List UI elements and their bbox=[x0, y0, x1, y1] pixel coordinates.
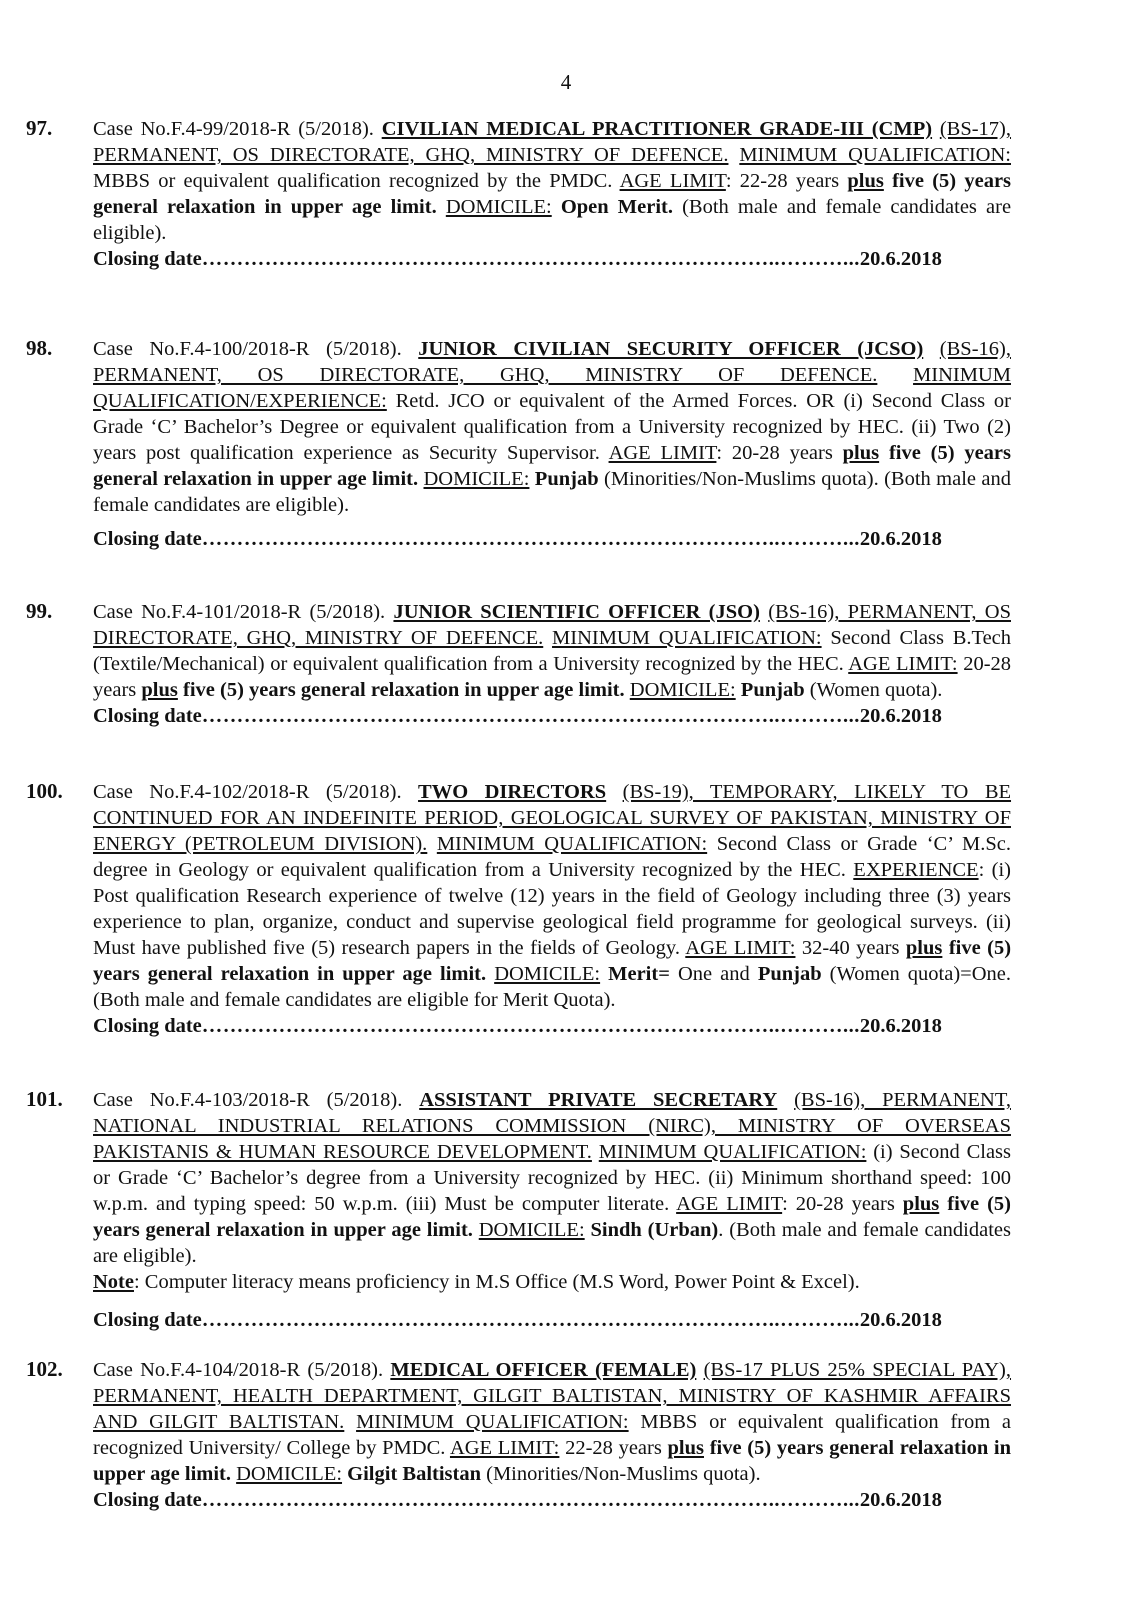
post-title: MEDICAL OFFICER (FEMALE) bbox=[390, 1359, 697, 1381]
case-number: Case No.F.4-99/2018-R (5/2018). bbox=[93, 118, 374, 140]
case-number: Case No.F.4-102/2018-R (5/2018). bbox=[93, 781, 402, 803]
advertisement-entry bbox=[26, 116, 1026, 272]
closing-date: 20.6.2018 bbox=[859, 1489, 942, 1511]
domicile-text: (Minorities/Non-Muslims quota). bbox=[486, 1463, 761, 1485]
age-limit-text: : 20-28 years bbox=[782, 1193, 895, 1215]
entry-number: 98. bbox=[26, 336, 53, 360]
plus-text: plus bbox=[667, 1437, 704, 1459]
entry-number: 99. bbox=[26, 599, 53, 623]
plus-text: plus bbox=[141, 679, 178, 701]
domicile-value: Punjab bbox=[534, 468, 599, 490]
closing-date-line bbox=[93, 1487, 1026, 1513]
post-details: (BS-17 PLUS 25% SPECIAL PAY), PERMANENT, HEALTH DEPARTMENT, GILGIT BALTISTAN, MINISTRY OF KASHMIR AFFAIRS AND GILGIT BALTISTAN. bbox=[93, 1359, 1012, 1433]
domicile-value-second: Punjab bbox=[757, 963, 822, 985]
entry-body bbox=[93, 599, 1011, 703]
entry-body bbox=[93, 116, 1011, 246]
advertisement-entry bbox=[26, 779, 1026, 1039]
relaxation-text: five (5) years general relaxation in upper age limit. bbox=[93, 1437, 1011, 1485]
case-number: Case No.F.4-104/2018-R (5/2018). bbox=[93, 1359, 384, 1381]
post-details: (BS-16), PERMANENT, OS DIRECTORATE, GHQ, MINISTRY OF DEFENCE. bbox=[93, 601, 1011, 649]
qualification-text: MBBS or equivalent qualification recognized by the PMDC. bbox=[93, 170, 613, 192]
case-number: Case No.F.4-100/2018-R (5/2018). bbox=[93, 338, 402, 360]
post-details: (BS-17), PERMANENT, OS DIRECTORATE, GHQ, MINISTRY OF DEFENCE. bbox=[93, 118, 1012, 166]
closing-date-line bbox=[93, 703, 1026, 729]
relaxation-text: five (5) years general relaxation in upper age limit. bbox=[93, 1193, 1011, 1241]
age-limit-text: 32-40 years bbox=[801, 937, 900, 959]
closing-date-line bbox=[93, 1013, 1026, 1039]
post-details: (BS-19), TEMPORARY, LIKELY TO BE CONTINUED FOR AN INDEFINITE PERIOD, GEOLOGICAL SURVEY OF PAKISTAN, MINISTRY OF ENERGY (PETROLEUM DIVISION). bbox=[93, 781, 1012, 855]
qualification-label: MINIMUM QUALIFICATION: bbox=[436, 833, 708, 855]
closing-dots: ………………………………………………………………………..………... bbox=[201, 1015, 860, 1037]
entry-number: 100. bbox=[26, 779, 63, 803]
plus-text: plus bbox=[905, 937, 943, 959]
post-title: ASSISTANT PRIVATE SECRETARY bbox=[419, 1089, 778, 1111]
plus-text: plus bbox=[847, 170, 884, 192]
closing-date-line bbox=[93, 246, 1026, 272]
case-number: Case No.F.4-103/2018-R (5/2018). bbox=[93, 1089, 403, 1111]
domicile-label: DOMICILE: bbox=[423, 468, 530, 490]
closing-date: 20.6.2018 bbox=[859, 528, 942, 550]
experience-label: EXPERIENCE bbox=[853, 859, 979, 881]
age-limit-label: AGE LIMIT bbox=[676, 1193, 783, 1215]
closing-label: Closing date bbox=[93, 1309, 202, 1331]
closing-dots: ………………………………………………………………………..………... bbox=[201, 705, 860, 727]
qualification-text: Retd. JCO or equivalent of the Armed Forces. OR (i) Second Class or Grade ‘C’ Bachelor’s Degree or equivalent qualification from a University recognized by HEC. (ii) Two (2) years post qualification experience as Security Supervisor. bbox=[93, 390, 1011, 464]
closing-date: 20.6.2018 bbox=[859, 1015, 942, 1037]
closing-dots: ………………………………………………………………………..………... bbox=[201, 528, 860, 550]
closing-date-line bbox=[93, 526, 1026, 552]
post-details: (BS-16), PERMANENT, OS DIRECTORATE, GHQ, MINISTRY OF DEFENCE. bbox=[93, 338, 1011, 386]
page-number: 4 bbox=[560, 70, 572, 94]
domicile-label: DOMICILE: bbox=[445, 196, 552, 218]
closing-dots: ………………………………………………………………………..………... bbox=[201, 248, 860, 270]
qualification-label: MINIMUM QUALIFICATION: bbox=[598, 1141, 867, 1163]
note-text: : Computer literacy means proficiency in M.S Office (M.S Word, Power Point & Excel). bbox=[133, 1271, 860, 1293]
closing-date: 20.6.2018 bbox=[859, 1309, 942, 1331]
plus-text: plus bbox=[902, 1193, 940, 1215]
post-details: (BS-16), PERMANENT, NATIONAL INDUSTRIAL RELATIONS COMMISSION (NIRC), MINISTRY OF OVERSEAS PAKISTANIS & HUMAN RESOURCE DEVELOPMENT. bbox=[93, 1089, 1011, 1163]
closing-label: Closing date bbox=[93, 1489, 202, 1511]
case-number: Case No.F.4-101/2018-R (5/2018). bbox=[93, 601, 386, 623]
relaxation-text: five (5) years general relaxation in upper age limit. bbox=[183, 679, 625, 701]
experience-text: : (i) Post qualification Research experience of twelve (12) years in the field of Geology including three (3) years experience to plan, organize, conduct and supervise geological field programme for geological surveys. (ii) Must have published five (5) research papers in the fields of Geology. bbox=[93, 859, 1012, 959]
domicile-value: Punjab bbox=[740, 679, 805, 701]
entry-number: 97. bbox=[26, 116, 53, 140]
relaxation-text: five (5) years general relaxation in upper age limit. bbox=[93, 937, 1012, 985]
domicile-text: . (Both male and female candidates are eligible). bbox=[93, 1219, 1011, 1267]
age-limit-text: 20-28 years bbox=[93, 653, 1012, 701]
age-limit-text: 22-28 years bbox=[565, 1437, 662, 1459]
qualification-label: MINIMUM QUALIFICATION/EXPERIENCE: bbox=[93, 364, 1011, 412]
advertisement-entry bbox=[26, 1087, 1026, 1333]
closing-label: Closing date bbox=[93, 705, 202, 727]
advertisement-entry bbox=[26, 336, 1026, 552]
closing-date-line bbox=[93, 1307, 1026, 1333]
advertisement-entry bbox=[26, 599, 1026, 729]
domicile-value: Sindh (Urban) bbox=[590, 1219, 719, 1241]
post-title: CIVILIAN MEDICAL PRACTITIONER GRADE-III (CMP) bbox=[381, 118, 933, 140]
domicile-text: (Women quota)=One. (Both male and female candidates are eligible for Merit Quota). bbox=[93, 963, 1012, 1011]
age-limit-label: AGE LIMIT: bbox=[848, 653, 958, 675]
note-label: Note bbox=[93, 1271, 134, 1293]
entry-body bbox=[93, 779, 1011, 1013]
qualification-text: (i) Second Class or Grade ‘C’ Bachelor’s degree from a University recognized by HEC. (ii) Minimum shorthand speed: 100 w.p.m. and typing speed: 50 w.p.m. (iii) Must be computer literate. bbox=[93, 1141, 1012, 1215]
post-title: JUNIOR SCIENTIFIC OFFICER (JSO) bbox=[393, 601, 760, 623]
domicile-text: (Minorities/Non-Muslims quota). (Both male and female candidates are eligible). bbox=[93, 468, 1012, 516]
qualification-text: MBBS or equivalent qualification from a recognized University/ College by PMDC. bbox=[93, 1411, 1012, 1459]
post-title: JUNIOR CIVILIAN SECURITY OFFICER (JCSO) bbox=[418, 338, 924, 360]
relaxation-text: five (5) years general relaxation in upper age limit. bbox=[93, 170, 1012, 218]
domicile-text: (Both male and female candidates are eligible). bbox=[93, 196, 1012, 244]
entry-body bbox=[93, 336, 1011, 518]
closing-date: 20.6.2018 bbox=[859, 248, 942, 270]
age-limit-label: AGE LIMIT bbox=[619, 170, 726, 192]
domicile-label: DOMICILE: bbox=[236, 1463, 343, 1485]
domicile-text: (Women quota). bbox=[809, 679, 943, 701]
domicile-value: Open Merit. bbox=[560, 196, 673, 218]
relaxation-text: five (5) years general relaxation in upper age limit. bbox=[93, 442, 1012, 490]
closing-dots: ………………………………………………………………………..………... bbox=[201, 1309, 860, 1331]
closing-date: 20.6.2018 bbox=[859, 705, 942, 727]
post-title: TWO DIRECTORS bbox=[418, 781, 607, 803]
advertisement-entry bbox=[26, 1357, 1026, 1513]
note-line bbox=[93, 1269, 1011, 1295]
entry-body bbox=[93, 1087, 1011, 1269]
age-limit-text: : 22-28 years bbox=[725, 170, 840, 192]
qualification-label: MINIMUM QUALIFICATION: bbox=[356, 1411, 629, 1433]
closing-dots: ………………………………………………………………………..………... bbox=[201, 1489, 860, 1511]
entry-number: 102. bbox=[26, 1357, 63, 1381]
entry-number: 101. bbox=[26, 1087, 63, 1111]
domicile-value: Merit= bbox=[608, 963, 670, 985]
domicile-label: DOMICILE: bbox=[494, 963, 601, 985]
age-limit-label: AGE LIMIT bbox=[608, 442, 717, 464]
closing-label: Closing date bbox=[93, 1015, 202, 1037]
domicile-value: Gilgit Baltistan bbox=[347, 1463, 481, 1485]
domicile-label: DOMICILE: bbox=[629, 679, 736, 701]
entry-body bbox=[93, 1357, 1011, 1487]
plus-text: plus bbox=[842, 442, 880, 464]
age-limit-label: AGE LIMIT: bbox=[685, 937, 796, 959]
qualification-label: MINIMUM QUALIFICATION: bbox=[739, 144, 1011, 166]
qualification-text: Second Class B.Tech (Textile/Mechanical) or equivalent qualification from a University recognized by the HEC. bbox=[93, 627, 1012, 675]
domicile-label: DOMICILE: bbox=[478, 1219, 585, 1241]
domicile-text-mid: One and bbox=[677, 963, 750, 985]
closing-label: Closing date bbox=[93, 248, 202, 270]
closing-label: Closing date bbox=[93, 528, 202, 550]
qualification-label: MINIMUM QUALIFICATION: bbox=[552, 627, 822, 649]
age-limit-text: : 20-28 years bbox=[716, 442, 833, 464]
qualification-text: Second Class or Grade ‘C’ M.Sc. degree in Geology or equivalent qualification from a University recognized by the HEC. bbox=[93, 833, 1012, 881]
age-limit-label: AGE LIMIT: bbox=[449, 1437, 560, 1459]
